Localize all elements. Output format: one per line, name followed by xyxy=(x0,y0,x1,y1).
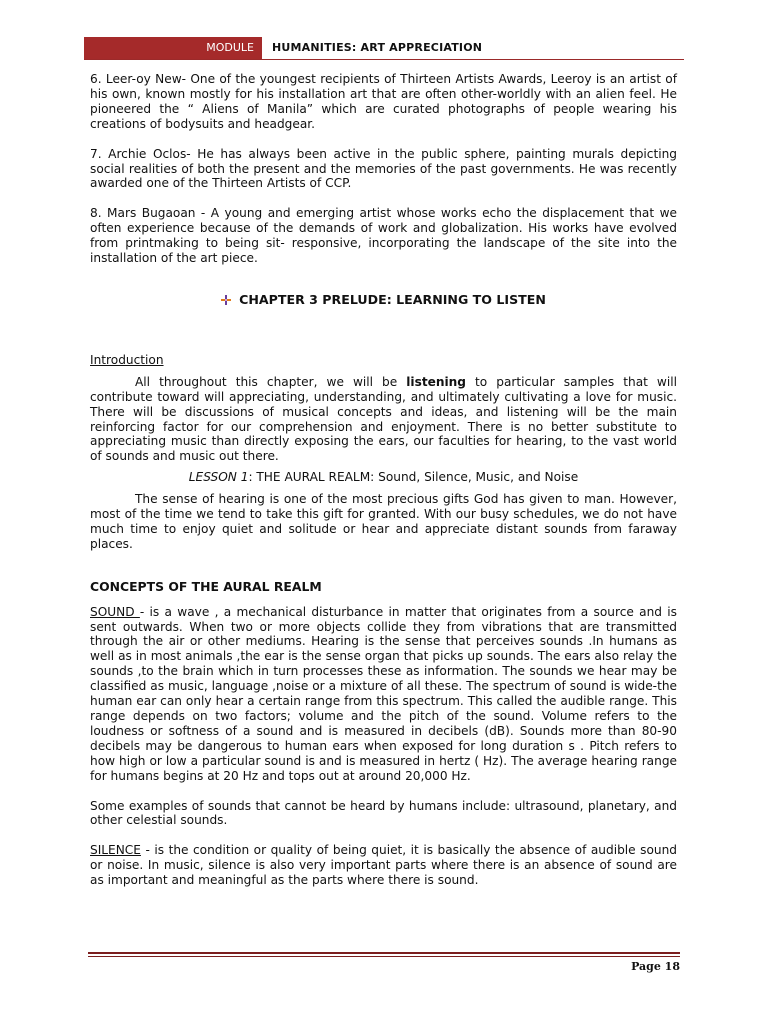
page-number: Page 18 xyxy=(631,960,680,973)
concepts-heading: CONCEPTS OF THE AURAL REALM xyxy=(90,578,322,594)
page-footer xyxy=(88,952,680,973)
artist-paragraph: 8. Mars Bugaoan - A young and emerging artist whose works echo the displacement that we often experience because of the demands of work and globalization. His works have evolved from printmaking to being sit- responsive, incorporating the landscape of the site into the installation of the art piece. xyxy=(90,206,677,266)
footer-rule xyxy=(88,952,680,954)
lesson-title: LESSON 1: THE AURAL REALM: Sound, Silence, Music, and Noise xyxy=(188,470,579,485)
footer-rule-thin xyxy=(88,956,680,957)
artist-paragraph: 7. Archie Oclos- He has always been active in the public sphere, painting murals depicting social realities of both the present and the memories of the past governments. He was recently awarded one of the Thirteen Artists of CCP. xyxy=(90,146,677,191)
emphasis-listening: listening xyxy=(406,374,466,389)
chapter-title: CHAPTER 3 PRELUDE: LEARNING TO LISTEN xyxy=(239,291,546,307)
silence-term: SILENCE xyxy=(90,843,141,858)
chapter-heading xyxy=(90,293,677,308)
sound-definition: SOUND - is a wave , a mechanical disturbance in matter that originates from a source and is sent outwards. When two or more objects collide they from vibrations that are transmitted through the air or other mediums. Hearing is the sense that perceives sounds .In humans as well as in most animals ,the ear is the sense organ that picks up sounds. The ears also relay the sounds ,to the brain which in turn processes these as information. The sounds we hear may be classified as music, language ,noise or a mixture of all these. The spectrum of sound is wide-the human ear can only hear a certain range from this spectrum. This called the audible range. This range depends on two factors; volume and the pitch of the sound. Volume refers to the loudness or softness of a sound and is measured in decibels (dB). Sounds more than 80-90 decibels may be dangerous to human ears when exposed for long duration s . Pitch refers to how high or low a particular sound is and is measured in hertz ( Hz). The average hearing range for humans begins at 20 Hz and tops out at around 20,000 Hz. xyxy=(90,604,677,783)
page-content xyxy=(90,72,677,888)
four-point-bullet-icon xyxy=(221,295,231,305)
module-label: MODULE xyxy=(84,37,262,59)
lesson-label: LESSON 1 xyxy=(188,470,249,485)
silence-definition: SILENCE - is the condition or quality of being quiet, it is basically the absence of audible sound or noise. In music, silence is also very important parts where there is an absence of sound are as important and meaningful as the parts where there is sound. xyxy=(90,843,677,888)
artist-paragraph: 6. Leer-oy New- One of the youngest recipients of Thirteen Artists Awards, Leeroy is an artist of his own, known mostly for his installation art that are often other-worldly with an alien feel. He pioneered the “ Aliens of Manila” which are curated photographs of people wearing his creations of bodysuits and headgear. xyxy=(90,72,677,131)
sound-term: SOUND xyxy=(90,604,140,619)
introduction-heading: Introduction xyxy=(90,352,164,367)
page-header xyxy=(84,37,684,60)
examples-paragraph: Some examples of sounds that cannot be heard by humans include: ultrasound, planetary, and other celestial sounds. xyxy=(90,798,677,828)
course-title: HUMANITIES: ART APPRECIATION xyxy=(272,41,483,54)
hearing-paragraph: The sense of hearing is one of the most precious gifts God has given to man. However, most of the time we tend to take this gift for granted. With our busy schedules, we do not have much time to enjoy quiet and solitude or hear and appreciate distant sounds from faraway places. xyxy=(90,492,677,551)
introduction-paragraph: All throughout this chapter, we will be listening to particular samples that will contribute toward will appreciating, understanding, and ultimately cultivating a love for music. There will be discussions of musical concepts and ideas, and listening will be the main reinforcing factor for our comprehension and enjoyment. There is no better substitute to appreciating music than directly exposing the ears, our faculties for hearing, to the vast world of sounds and music out there. xyxy=(90,374,677,464)
